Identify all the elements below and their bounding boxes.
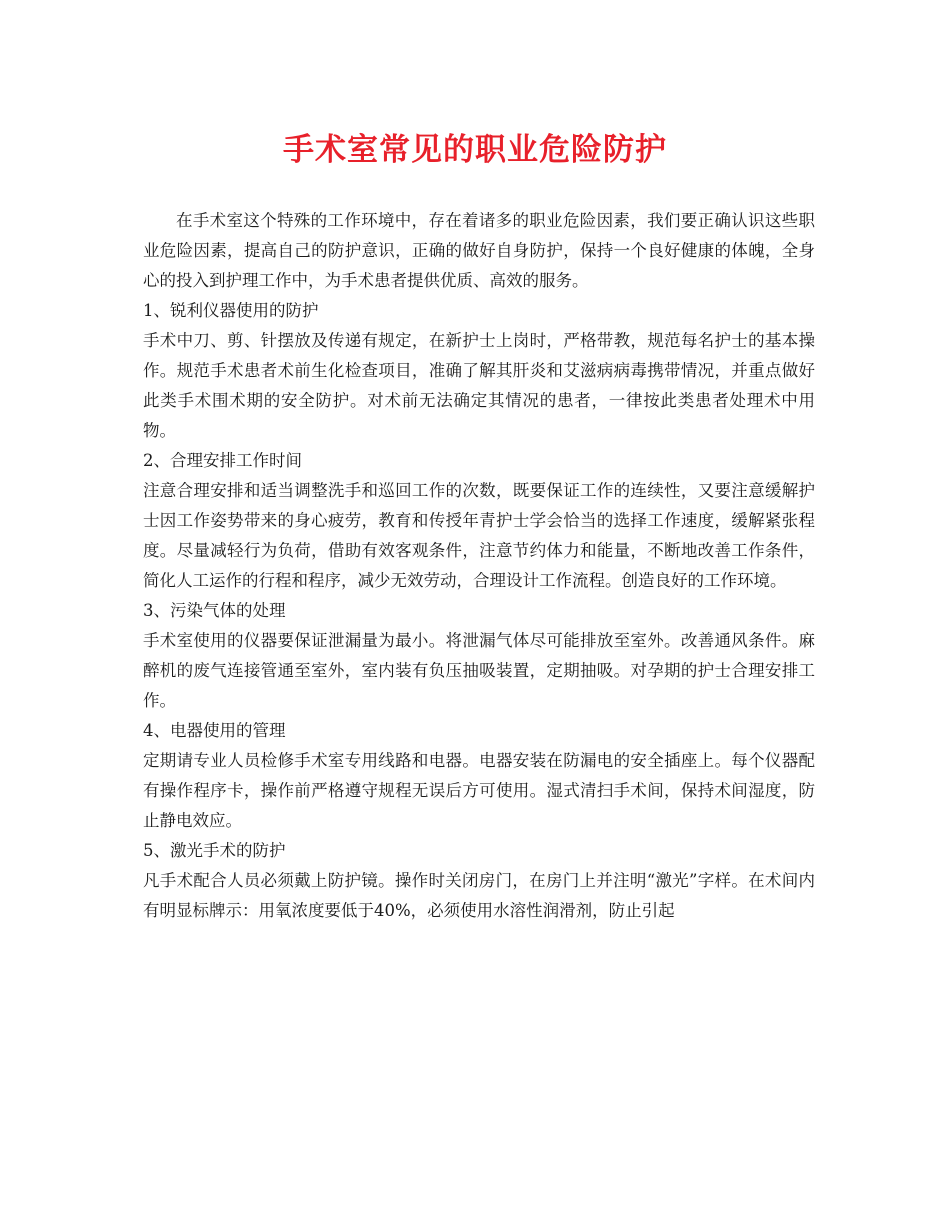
- section-text-3: 手术室使用的仪器要保证泄漏量为最小。将泄漏气体尽可能排放至室外。改善通风条件。麻醉机的废气连接管通至室外，室内装有负压抽吸装置，定期抽吸。对孕期的护士合理安排工作。: [143, 631, 815, 710]
- section-text-4: 定期请专业人员检修手术室专用线路和电器。电器安装在防漏电的安全插座上。每个仪器配有操作程序卡，操作前严格遵守规程无误后方可使用。湿式清扫手术间，保持术间湿度，防止静电效应。: [143, 751, 815, 830]
- intro-paragraph: 在手术室这个特殊的工作环境中，存在着诸多的职业危险因素，我们要正确认识这些职业危险因素，提高自己的防护意识，正确的做好自身防护，保持一个良好健康的体魄，全身心的投入到护理工作中，为手术患者提供优质、高效的服务。: [143, 211, 815, 290]
- document-body: [143, 206, 815, 926]
- section-text-2: 注意合理安排和适当调整洗手和巡回工作的次数，既要保证工作的连续性，又要注意缓解护士因工作姿势带来的身心疲劳，教育和传授年青护士学会恰当的选择工作速度，缓解紧张程度。尽量减轻行为负荷，借助有效客观条件，注意节约体力和能量，不断地改善工作条件，简化人工运作的行程和程序，减少无效劳动，合理设计工作流程。创造良好的工作环境。: [143, 481, 815, 590]
- section-heading-5: 5、激光手术的防护: [143, 841, 286, 860]
- section-heading-2: 2、合理安排工作时间: [143, 451, 302, 470]
- section-heading-1: 1、锐利仪器使用的防护: [143, 301, 319, 320]
- section-text-1: 手术中刀、剪、针摆放及传递有规定，在新护士上岗时，严格带教，规范每名护士的基本操作。规范手术患者术前生化检查项目，准确了解其肝炎和艾滋病病毒携带情况，并重点做好此类手术围术期的安全防护。对术前无法确定其情况的患者，一律按此类患者处理术中用物。: [143, 331, 815, 440]
- section-heading-3: 3、污染气体的处理: [143, 601, 286, 620]
- document-title: 手术室常见的职业危险防护: [283, 132, 667, 168]
- section-text-5: 凡手术配合人员必须戴上防护镜。操作时关闭房门，在房门上并注明“激光”字样。在术间内有明显标牌示：用氧浓度要低于40%，必须使用水溶性润滑剂，防止引起: [143, 871, 815, 920]
- section-heading-4: 4、电器使用的管理: [143, 721, 286, 740]
